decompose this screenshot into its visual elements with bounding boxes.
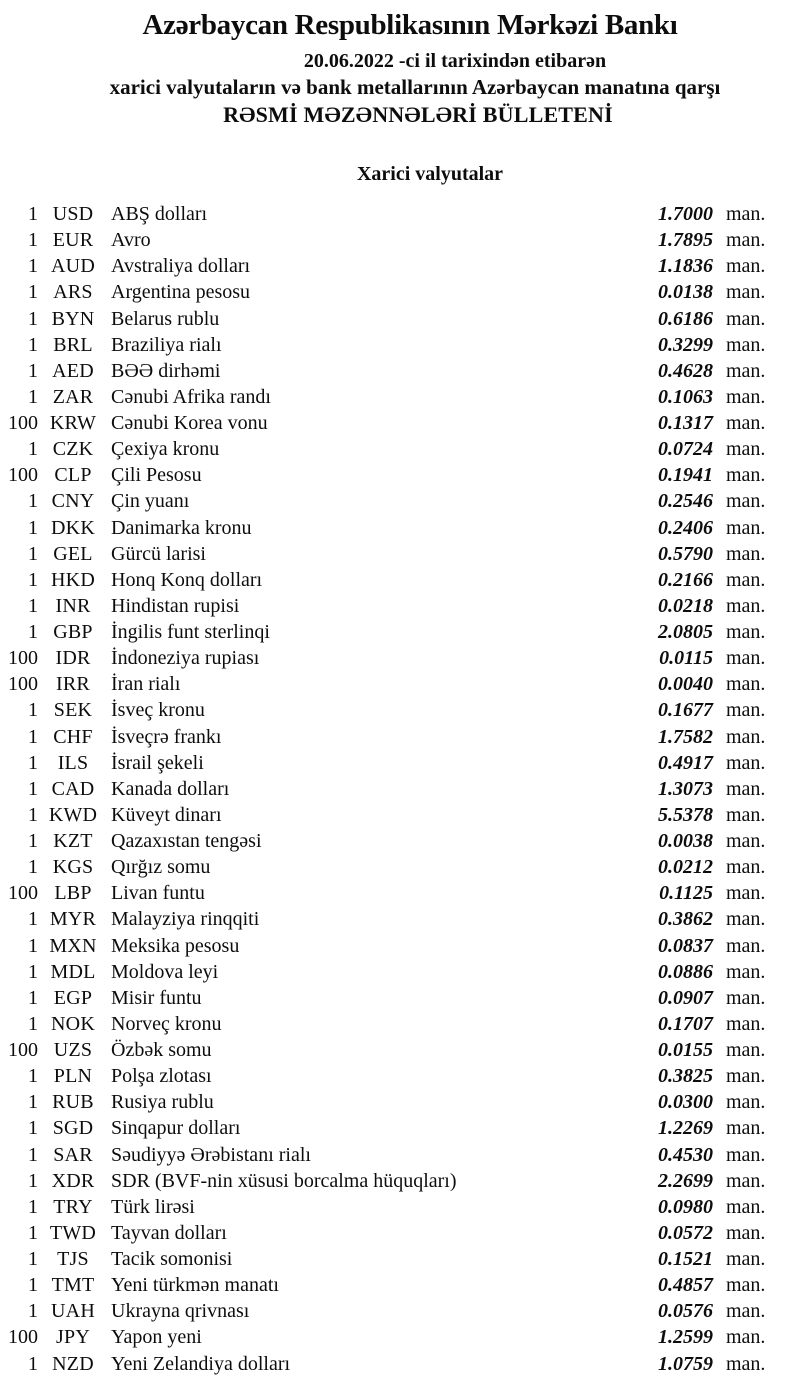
unit-label: man. [726, 621, 766, 643]
rate-row [0, 1037, 800, 1063]
rate-value: 0.4628 [658, 359, 713, 382]
currency-name: Malayziya rinqqiti [111, 908, 260, 931]
unit-label: man. [726, 412, 766, 434]
unit-label: man. [726, 960, 766, 983]
currency-name: Özbək somu [111, 1039, 212, 1061]
rate-value: 1.7000 [658, 203, 713, 225]
rate-value: 1.1836 [658, 255, 713, 278]
currency-name: Tayvan dolları [111, 1221, 227, 1244]
subject-line: xarici valyutaların və bank metallarının Azərbaycan manatına qarşı [109, 75, 721, 99]
currency-name: ABŞ dolları [111, 203, 208, 225]
quantity-cell: 1 [28, 621, 38, 643]
rate-value: 0.0038 [658, 830, 713, 852]
currency-name: Norveç kronu [111, 1012, 222, 1035]
rate-value: 0.0115 [659, 647, 713, 670]
currency-name: Ukrayna qrivnası [111, 1300, 250, 1323]
rate-row [0, 1168, 800, 1194]
rate-value: 1.2599 [658, 1326, 713, 1349]
currency-name: İsrail şekeli [111, 751, 204, 774]
rate-value: 1.7582 [658, 725, 713, 748]
rate-value: 2.2699 [658, 1169, 713, 1192]
quantity-cell: 1 [28, 229, 38, 252]
currency-code: AED [52, 359, 94, 382]
rate-row [0, 593, 800, 619]
currency-name: Cənubi Afrika randı [111, 385, 271, 408]
currency-name: BƏƏ dirhəmi [111, 359, 221, 382]
rate-row [0, 1011, 800, 1037]
quantity-cell: 1 [28, 333, 38, 356]
unit-label: man. [726, 359, 766, 382]
currency-name: Yeni Zelandiya dolları [111, 1352, 291, 1375]
unit-label: man. [726, 673, 766, 696]
rate-value: 1.0759 [658, 1352, 713, 1375]
rate-value: 2.0805 [658, 621, 713, 643]
rate-value: 0.0576 [658, 1300, 713, 1323]
currency-code: IDR [55, 647, 91, 670]
currency-code: NZD [52, 1352, 94, 1375]
rates-list [0, 201, 800, 1377]
rate-row [0, 201, 800, 227]
quantity-cell: 100 [8, 647, 38, 670]
currency-name: Braziliya rialı [111, 333, 222, 356]
rate-value: 0.2166 [658, 568, 713, 591]
quantity-cell: 1 [28, 1248, 38, 1270]
quantity-cell: 1 [28, 830, 38, 852]
unit-label: man. [726, 830, 766, 852]
quantity-cell: 1 [28, 1091, 38, 1114]
rate-value: 0.1063 [658, 385, 713, 408]
currency-name: Tacik somonisi [111, 1248, 233, 1270]
currency-name: Danimarka kronu [111, 516, 252, 539]
quantity-cell: 1 [28, 568, 38, 591]
unit-label: man. [726, 438, 766, 461]
currency-code: XDR [51, 1169, 95, 1192]
unit-label: man. [726, 516, 766, 539]
quantity-cell: 1 [28, 908, 38, 931]
rate-row [0, 1220, 800, 1246]
quantity-cell: 1 [28, 255, 38, 278]
currency-code: NOK [51, 1012, 95, 1035]
rate-row [0, 410, 800, 436]
quantity-cell: 1 [28, 594, 38, 617]
rate-value: 0.0040 [658, 673, 713, 696]
quantity-cell: 1 [28, 490, 38, 513]
unit-label: man. [726, 1300, 766, 1323]
unit-label: man. [726, 594, 766, 617]
rate-row [0, 384, 800, 410]
unit-label: man. [726, 934, 766, 957]
currency-name: Misir funtu [111, 986, 202, 1009]
currency-code: KZT [53, 830, 93, 852]
quantity-cell: 1 [28, 699, 38, 722]
currency-code: IRR [56, 673, 90, 696]
quantity-cell: 1 [28, 542, 38, 565]
currency-name: Cənubi Korea vonu [111, 412, 268, 434]
rate-row [0, 619, 800, 645]
currency-code: TMT [51, 1274, 95, 1297]
rate-value: 0.0138 [658, 281, 713, 304]
currency-code: SEK [53, 699, 93, 722]
currency-code: BYN [51, 307, 95, 330]
unit-label: man. [726, 1248, 766, 1270]
unit-label: man. [726, 255, 766, 278]
currency-code: CNY [51, 490, 95, 513]
currency-code: KWD [48, 803, 98, 826]
rate-value: 0.1707 [658, 1012, 713, 1035]
quantity-cell: 1 [28, 307, 38, 330]
unit-label: man. [726, 803, 766, 826]
currency-name: Avro [111, 229, 151, 252]
rate-value: 0.0886 [658, 960, 713, 983]
currency-code: MXN [49, 934, 97, 957]
unit-label: man. [726, 1065, 766, 1088]
rate-row [0, 1272, 800, 1298]
currency-name: Çili Pesosu [111, 464, 202, 487]
currency-name: İndoneziya rupiası [111, 647, 260, 670]
rate-value: 0.4530 [658, 1143, 713, 1166]
rate-row [0, 488, 800, 514]
rate-row [0, 462, 800, 488]
rate-value: 0.1941 [658, 464, 713, 487]
currency-code: SAR [53, 1143, 93, 1166]
rate-row [0, 802, 800, 828]
rate-row [0, 436, 800, 462]
currency-code: ILS [57, 751, 89, 774]
currency-name: Yapon yeni [111, 1326, 202, 1349]
unit-label: man. [726, 568, 766, 591]
unit-label: man. [726, 1012, 766, 1035]
currency-name: Türk lirəsi [111, 1195, 195, 1218]
quantity-cell: 1 [28, 1352, 38, 1375]
rate-value: 0.0155 [658, 1039, 713, 1061]
currency-name: Sinqapur dolları [111, 1117, 241, 1140]
unit-label: man. [726, 1143, 766, 1166]
quantity-cell: 1 [28, 1169, 38, 1192]
rate-row [0, 1298, 800, 1324]
rate-value: 1.3073 [658, 777, 713, 800]
currency-code: EGP [53, 986, 93, 1009]
quantity-cell: 100 [8, 673, 38, 696]
rate-row [0, 854, 800, 880]
rate-value: 0.0218 [658, 594, 713, 617]
rate-value: 0.3862 [658, 908, 713, 931]
unit-label: man. [726, 490, 766, 513]
rate-value: 0.0980 [658, 1195, 713, 1218]
currency-name: Çin yuanı [111, 490, 190, 513]
currency-name: Livan funtu [111, 882, 205, 905]
rate-row [0, 645, 800, 671]
rate-value: 0.0300 [658, 1091, 713, 1114]
currency-code: KGS [52, 856, 94, 879]
rate-row [0, 697, 800, 723]
rate-row [0, 253, 800, 279]
rate-row [0, 279, 800, 305]
unit-label: man. [726, 1326, 766, 1349]
quantity-cell: 1 [28, 986, 38, 1009]
unit-label: man. [726, 908, 766, 931]
bulletin-header [0, 0, 800, 129]
quantity-cell: 1 [28, 934, 38, 957]
quantity-cell: 1 [28, 1300, 38, 1323]
quantity-cell: 1 [28, 960, 38, 983]
unit-label: man. [726, 1195, 766, 1218]
quantity-cell: 1 [28, 1221, 38, 1244]
quantity-cell: 1 [28, 803, 38, 826]
currency-name: Gürcü larisi [111, 542, 206, 565]
rate-value: 0.4857 [658, 1274, 713, 1297]
rate-value: 0.0572 [658, 1221, 713, 1244]
currency-code: GEL [53, 542, 93, 565]
bank-title: Azərbaycan Respublikasının Mərkəzi Bankı [142, 9, 678, 41]
unit-label: man. [726, 1039, 766, 1061]
quantity-cell: 100 [8, 1326, 38, 1349]
quantity-cell: 1 [28, 438, 38, 461]
rate-value: 1.7895 [658, 229, 713, 252]
currency-name: Qazaxıstan tengəsi [111, 830, 262, 852]
rate-value: 0.2406 [658, 516, 713, 539]
rate-row [0, 933, 800, 959]
currency-code: TWD [49, 1221, 97, 1244]
currency-name: Yeni türkmən manatı [111, 1274, 279, 1297]
currency-name: İran rialı [111, 673, 181, 696]
currency-name: Rusiya rublu [111, 1091, 214, 1114]
currency-code: UAH [51, 1300, 95, 1323]
rate-row [0, 906, 800, 932]
unit-label: man. [726, 307, 766, 330]
currency-code: CAD [51, 777, 95, 800]
rate-row [0, 567, 800, 593]
currency-code: BRL [53, 333, 93, 356]
unit-label: man. [726, 882, 766, 905]
rate-value: 0.0907 [658, 986, 713, 1009]
rate-row [0, 1115, 800, 1141]
currency-code: RUB [52, 1091, 94, 1114]
currency-code: CZK [52, 438, 94, 461]
unit-label: man. [726, 725, 766, 748]
effective-date-line: 20.06.2022 -ci il tarixindən etibarən [303, 50, 607, 72]
unit-label: man. [726, 986, 766, 1009]
unit-label: man. [726, 542, 766, 565]
rate-row [0, 1089, 800, 1115]
currency-name: Argentina pesosu [111, 281, 251, 304]
rate-row [0, 724, 800, 750]
rate-row [0, 959, 800, 985]
currency-name: Səudiyyə Ərəbistanı rialı [111, 1143, 311, 1166]
currency-name: SDR (BVF-nin xüsusi borcalma hüquqları) [111, 1169, 457, 1192]
rate-value: 0.0724 [658, 438, 713, 461]
rate-row [0, 671, 800, 697]
currency-code: DKK [51, 516, 95, 539]
currency-name: Honq Konq dolları [111, 568, 263, 591]
unit-label: man. [726, 1274, 766, 1297]
unit-label: man. [726, 647, 766, 670]
rate-row [0, 227, 800, 253]
currency-name: Avstraliya dolları [111, 255, 251, 278]
quantity-cell: 1 [28, 751, 38, 774]
unit-label: man. [726, 1091, 766, 1114]
currency-name: Qırğız somu [111, 856, 211, 879]
rate-row [0, 1324, 800, 1350]
currency-code: INR [55, 594, 91, 617]
rate-value: 0.4917 [658, 751, 713, 774]
quantity-cell: 1 [28, 359, 38, 382]
rate-row [0, 828, 800, 854]
currency-code: UZS [53, 1039, 93, 1061]
rate-row [0, 1194, 800, 1220]
currency-code: ARS [53, 281, 93, 304]
currency-name: Meksika pesosu [111, 934, 240, 957]
rate-value: 0.6186 [658, 307, 713, 330]
quantity-cell: 1 [28, 281, 38, 304]
quantity-cell: 100 [8, 464, 38, 487]
rate-row [0, 776, 800, 802]
currency-name: İsveçrə frankı [111, 725, 222, 748]
quantity-cell: 1 [28, 1274, 38, 1297]
currency-code: HKD [51, 568, 95, 591]
rate-value: 0.1317 [658, 412, 713, 434]
currency-name: Polşa zlotası [111, 1065, 212, 1088]
unit-label: man. [726, 751, 766, 774]
quantity-cell: 1 [28, 1117, 38, 1140]
quantity-cell: 1 [28, 516, 38, 539]
rate-value: 0.5790 [658, 542, 713, 565]
rate-value: 0.1125 [659, 882, 713, 905]
currency-code: EUR [52, 229, 94, 252]
currency-code: GBP [53, 621, 93, 643]
rate-row [0, 306, 800, 332]
rate-row [0, 515, 800, 541]
unit-label: man. [726, 464, 766, 487]
currency-name: İngilis funt sterlinqi [111, 621, 270, 643]
unit-label: man. [726, 281, 766, 304]
rate-row [0, 358, 800, 384]
rate-row [0, 750, 800, 776]
currency-code: MYR [49, 908, 97, 931]
currency-code: CLP [54, 464, 92, 487]
currency-code: KRW [49, 412, 97, 434]
rate-value: 0.0837 [658, 934, 713, 957]
rate-value: 0.3825 [658, 1065, 713, 1088]
currency-code: AUD [51, 255, 95, 278]
unit-label: man. [726, 699, 766, 722]
quantity-cell: 100 [8, 412, 38, 434]
rate-row [0, 1063, 800, 1089]
quantity-cell: 1 [28, 777, 38, 800]
unit-label: man. [726, 385, 766, 408]
rate-value: 0.2546 [658, 490, 713, 513]
unit-label: man. [726, 856, 766, 879]
quantity-cell: 100 [8, 882, 38, 905]
quantity-cell: 1 [28, 385, 38, 408]
unit-label: man. [726, 1117, 766, 1140]
quantity-cell: 1 [28, 1195, 38, 1218]
currency-code: ZAR [52, 385, 94, 408]
quantity-cell: 100 [8, 1039, 38, 1061]
currency-code: MDL [50, 960, 96, 983]
rate-value: 5.5378 [658, 803, 713, 826]
rate-row [0, 1351, 800, 1377]
section-title-foreign-currencies: Xarici valyutalar [356, 163, 504, 185]
rate-row [0, 1142, 800, 1168]
quantity-cell: 1 [28, 203, 38, 225]
quantity-cell: 1 [28, 1143, 38, 1166]
rate-row [0, 541, 800, 567]
rate-row [0, 1246, 800, 1272]
unit-label: man. [726, 1169, 766, 1192]
unit-label: man. [726, 333, 766, 356]
rate-row [0, 332, 800, 358]
currency-code: CHF [53, 725, 93, 748]
currency-code: USD [52, 203, 94, 225]
rate-value: 0.1677 [658, 699, 713, 722]
currency-code: TRY [53, 1195, 93, 1218]
quantity-cell: 1 [28, 856, 38, 879]
rate-value: 0.3299 [658, 333, 713, 356]
bulletin-title: RƏSMİ MƏZƏNNƏLƏRİ BÜLLETENİ [223, 102, 613, 127]
unit-label: man. [726, 203, 766, 225]
rate-row [0, 985, 800, 1011]
currency-name: Küveyt dinarı [111, 803, 222, 826]
unit-label: man. [726, 777, 766, 800]
quantity-cell: 1 [28, 1012, 38, 1035]
currency-code: JPY [56, 1326, 90, 1349]
quantity-cell: 1 [28, 1065, 38, 1088]
rate-value: 0.1521 [658, 1248, 713, 1270]
rate-row [0, 880, 800, 906]
currency-name: Belarus rublu [111, 307, 220, 330]
unit-label: man. [726, 1352, 766, 1375]
quantity-cell: 1 [28, 725, 38, 748]
currency-name: İsveç kronu [111, 699, 205, 722]
currency-name: Çexiya kronu [111, 438, 220, 461]
rate-value: 0.0212 [658, 856, 713, 879]
unit-label: man. [726, 229, 766, 252]
currency-code: LBP [54, 882, 92, 905]
rate-value: 1.2269 [658, 1117, 713, 1140]
unit-label: man. [726, 1221, 766, 1244]
currency-code: TJS [57, 1248, 89, 1270]
currency-name: Moldova leyi [111, 960, 219, 983]
currency-name: Hindistan rupisi [111, 594, 240, 617]
currency-code: SGD [52, 1117, 94, 1140]
currency-code: PLN [53, 1065, 93, 1088]
currency-name: Kanada dolları [111, 777, 230, 800]
